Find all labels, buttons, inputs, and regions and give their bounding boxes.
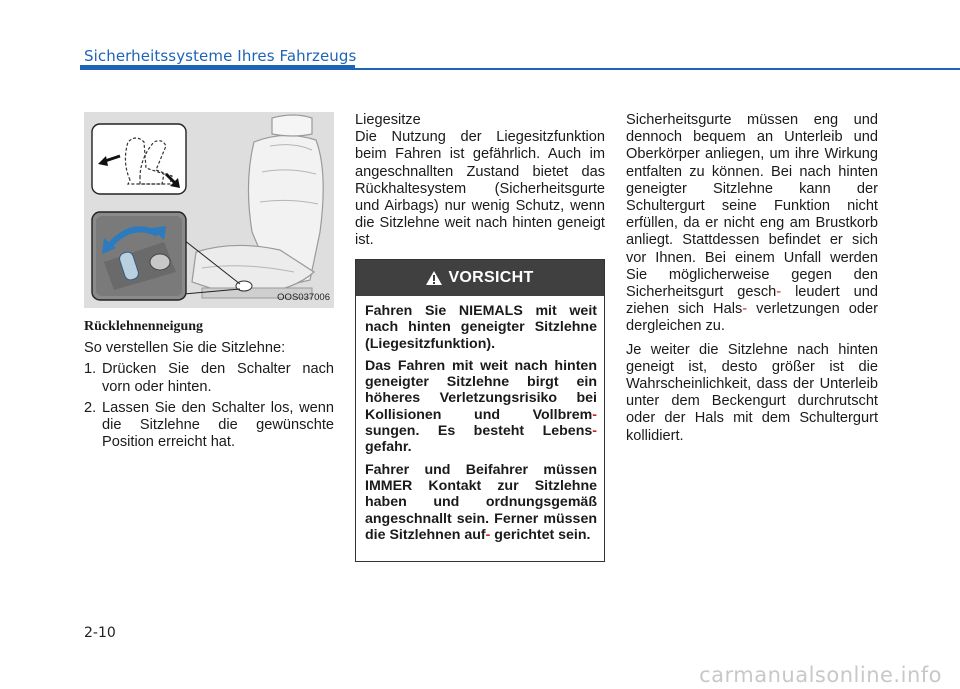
caution-body (356, 296, 604, 543)
caution-paragraph-1: Fahren Sie NIEMALS mit weit nach hinten geneigter Sitzlehne (Liegesitzfunktion). (365, 303, 597, 352)
column-right (626, 112, 878, 445)
list-item (84, 400, 334, 452)
caution-box (355, 259, 605, 562)
caution-title: VORSICHT (448, 269, 534, 286)
caution-paragraph-2: Das Fahren mit weit nach hinten geneigter Sitzlehne birgt ein höheres Verletzungsrisiko bei Kollisionen und Vollbrem- sungen. Es besteht Lebens- gefahr. (365, 357, 597, 456)
subheading-recline: Rücklehnenneigung (84, 319, 204, 334)
steps-list (84, 361, 334, 451)
section-title: Sicherheitssysteme Ihres Fahrzeugs (84, 47, 357, 65)
paragraph-belt-fit: Sicherheitsgurte müssen eng und dennoch bequem an Unterleib und Oberkörper anliegen, um ihre Wirkung entfalten zu können. Bei nach hinten geneigter Sitzlehne kann der Schultergurt seine Funktion nicht erfüllen, da er nicht eng am Brustkorb anliegt. Stattdessen befindet er sich vor Ihnen. Bei einem Unfall werden Sie möglicherweise gegen den Sicherheitsgurt gesch- leudert und ziehen sich Hals- verletzungen oder dergleichen zu. (626, 112, 878, 335)
column-left (84, 112, 334, 455)
intro-text: So verstellen Sie die Sitzlehne: (84, 340, 286, 357)
watermark: carmanualsonline.info (699, 663, 942, 687)
step-number: 1. (84, 361, 97, 378)
caution-header (356, 260, 604, 296)
list-item (84, 361, 334, 395)
seat-illustration (84, 112, 334, 308)
step-text: Drücken Sie den Schalter nach vorn oder hinten. (102, 361, 334, 395)
header-rule (80, 68, 960, 70)
column-middle (355, 112, 605, 250)
warning-triangle-icon (426, 271, 442, 285)
page-number: 2-10 (84, 625, 116, 641)
caution-paragraph-3: Fahrer und Beifahrer müssen IMMER Kontakt zur Sitzlehne haben und ordnungsgemäß angeschnallt sein. Ferner müssen die Sitzlehnen auf- gerichtet sein. (365, 461, 597, 543)
step-text: Lassen Sie den Schalter los, wenn die Sitzlehne die gewünschte Position erreicht hat. (102, 399, 334, 451)
step-number: 2. (84, 399, 97, 416)
paragraph-submarining: Je weiter die Sitzlehne nach hinten geneigt ist, desto größer ist die Wahrscheinlichkeit, dass der Unterleib unter dem Beckengurt durchrutscht oder der Hals mit dem Schultergurt kollidiert. (626, 341, 878, 444)
heading-reclining-seats: Liegesitze (355, 112, 421, 128)
seat-recline-figure (84, 112, 334, 308)
figure-code: OOS037006 (277, 291, 330, 303)
paragraph-reclining: Die Nutzung der Liegesitzfunktion beim Fahren ist gefährlich. Auch im angeschnallten Zustand bietet das Rückhaltesystem (Sicherheitsgurte und Airbags) nur wenig Schutz, wenn die Sitzlehne weit nach hinten geneigt ist. (355, 129, 605, 249)
